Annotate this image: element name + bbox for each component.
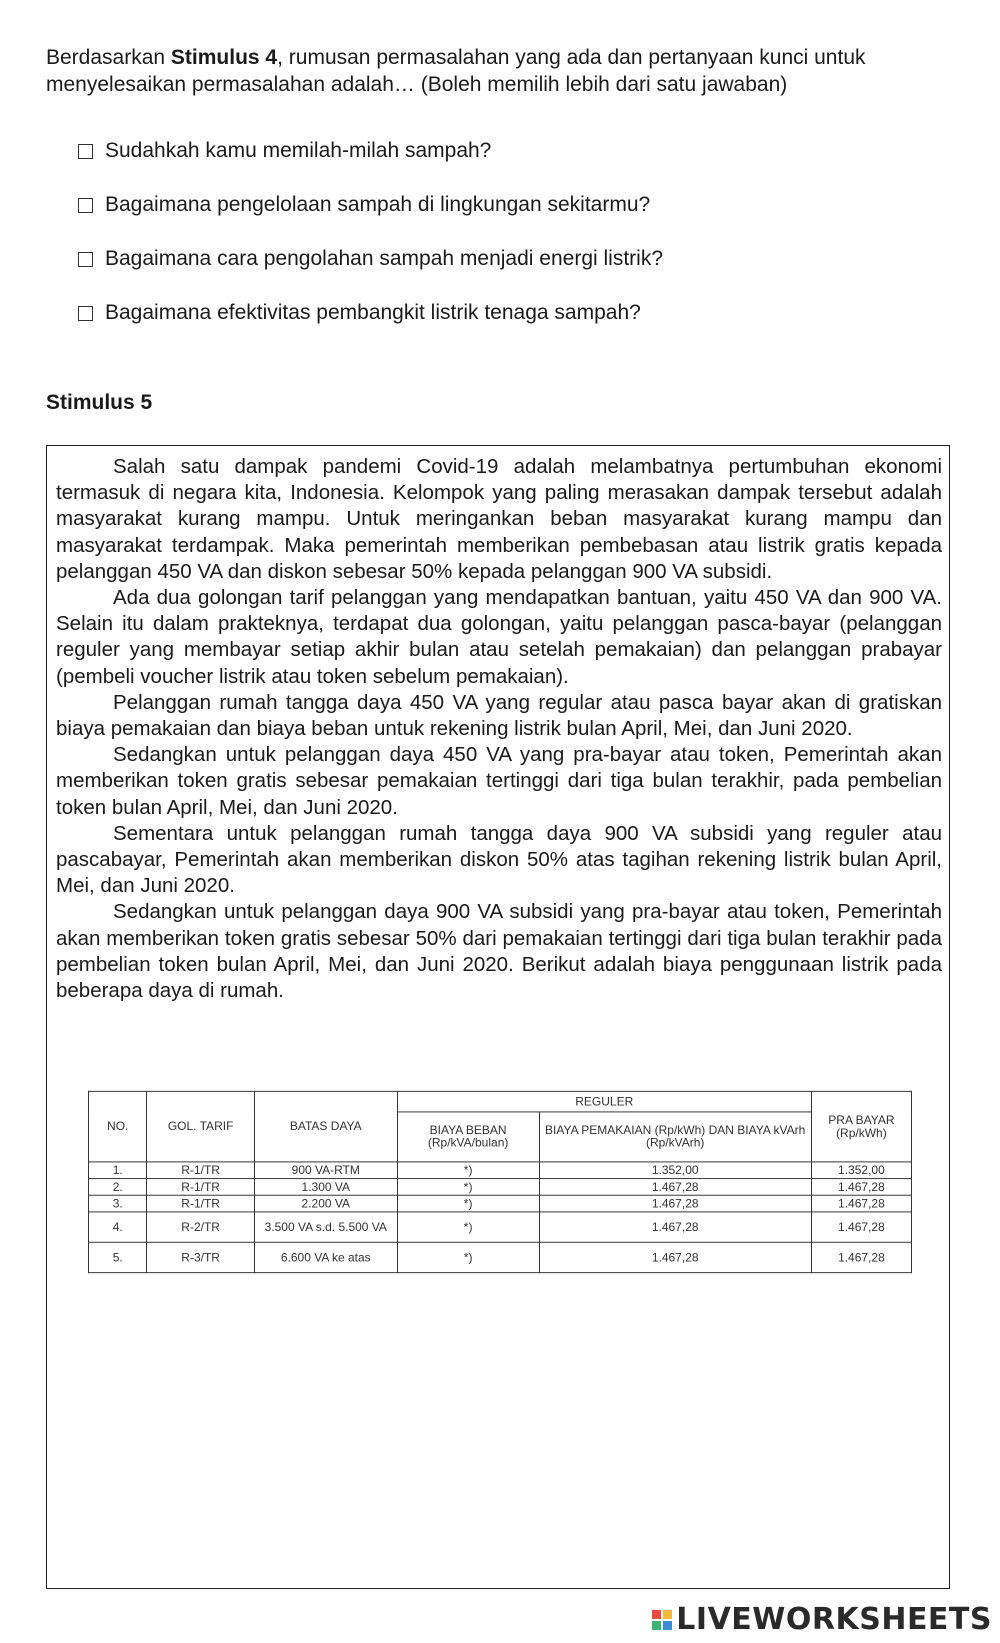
header-prabayar: PRA BAYAR (Rp/kWh) — [811, 1091, 911, 1162]
cell-prabayar: 1.467,28 — [811, 1242, 911, 1272]
header-biaya-pemakaian: BIAYA PEMAKAIAN (Rp/kWh) DAN BIAYA kVArh (Rp/kVArh) — [539, 1112, 811, 1162]
tariff-table — [88, 1091, 912, 1273]
checkbox[interactable] — [78, 198, 93, 213]
checkbox[interactable] — [78, 306, 93, 321]
question-rest: , rumusan permasalahan yang ada dan pertanyaan kunci untuk menyelesaikan permasalahan adalah… (Boleh memilih lebih dari satu jawaban) — [46, 46, 866, 96]
stimulus-paragraph: Pelanggan rumah tangga daya 450 VA yang regular atau pasca bayar akan di gratiskan biaya pemakaian dan biaya beban untuk rekening listrik bulan April, Mei, dan Juni 2020. — [56, 690, 942, 741]
option-label: Bagaimana cara pengolahan sampah menjadi energi listrik? — [105, 247, 664, 270]
logo-square — [663, 1621, 672, 1630]
header-no: NO. — [89, 1091, 147, 1162]
cell-batas: 1.300 VA — [254, 1179, 397, 1196]
logo-square — [663, 1610, 672, 1619]
cell-batas: 6.600 VA ke atas — [254, 1242, 397, 1272]
cell-prabayar: 1.467,28 — [811, 1179, 911, 1196]
logo-square — [652, 1610, 661, 1619]
cell-no: 2. — [89, 1179, 147, 1196]
stimulus-box — [46, 445, 950, 1589]
stimulus-paragraph: Sedangkan untuk pelanggan daya 900 VA subsidi yang pra-bayar atau token, Pemerintah akan memberikan token gratis sebesar 50% dari pemakaian tertinggi dari tiga bulan terakhir pada pembelian token bulan April, Mei, dan Juni 2020. Berikut adalah biaya penggunaan listrik pada beberapa daya di rumah. — [56, 900, 942, 1003]
header-batas-daya: BATAS DAYA — [254, 1091, 397, 1162]
watermark-text: LIVEWORKSHEETS — [676, 1602, 992, 1637]
header-gol-tarif: GOL. TARIF — [147, 1091, 254, 1162]
cell-beban: *) — [397, 1162, 539, 1179]
cell-pemakaian: 1.467,28 — [539, 1179, 811, 1196]
table-row — [89, 1179, 912, 1196]
question-prefix: Berdasarkan — [46, 46, 171, 69]
option-label: Sudahkah kamu memilah-milah sampah? — [105, 139, 492, 162]
option-3[interactable] — [78, 232, 663, 286]
cell-gol: R-1/TR — [147, 1162, 254, 1179]
logo-square — [652, 1621, 661, 1630]
liveworksheets-watermark — [652, 1602, 992, 1637]
stimulus-paragraph: Salah satu dampak pandemi Covid-19 adalah melambatnya pertumbuhan ekonomi termasuk di negara kita, Indonesia. Kelompok yang paling merasakan dampak tersebut adalah masyarakat kurang mampu. Untuk meringankan beban masyarakat kurang mampu dan masyarakat terdampak. Maka pemerintah memberikan pembebasan atau listrik gratis kepada pelanggan 450 VA dan diskon sebesar 50% kepada pelanggan 900 VA subsidi. — [56, 455, 942, 583]
cell-batas: 900 VA-RTM — [254, 1162, 397, 1179]
cell-gol: R-3/TR — [147, 1242, 254, 1272]
table-row — [89, 1162, 912, 1179]
question-bold: Stimulus 4 — [170, 46, 278, 69]
header-reguler: REGULER — [397, 1091, 811, 1112]
question-text — [46, 44, 956, 98]
checkbox[interactable] — [78, 252, 93, 267]
answer-options — [78, 124, 663, 340]
cell-beban: *) — [397, 1179, 539, 1196]
cell-pemakaian: 1.467,28 — [539, 1242, 811, 1272]
checkbox[interactable] — [78, 144, 93, 159]
cell-batas: 2.200 VA — [254, 1195, 397, 1212]
liveworksheets-logo-icon — [652, 1610, 672, 1630]
option-label: Bagaimana pengelolaan sampah di lingkungan sekitarmu? — [105, 193, 651, 216]
cell-pemakaian: 1.467,28 — [539, 1212, 811, 1242]
cell-beban: *) — [397, 1212, 539, 1242]
stimulus-paragraph: Ada dua golongan tarif pelanggan yang mendapatkan bantuan, yaitu 450 VA dan 900 VA. Selain itu dalam prakteknya, terdapat dua golongan, yaitu pelanggan pasca-bayar (pelanggan reguler yang membayar setiap akhir bulan atau setelah pemakaian) dan pelanggan prabayar (pembeli voucher listrik atau token sebelum pemakaian). — [56, 586, 942, 688]
table-row — [89, 1242, 912, 1272]
stimulus-text — [56, 454, 942, 1004]
cell-pemakaian: 1.467,28 — [539, 1195, 811, 1212]
cell-prabayar: 1.467,28 — [811, 1212, 911, 1242]
cell-no: 1. — [89, 1162, 147, 1179]
cell-no: 4. — [89, 1212, 147, 1242]
cell-batas: 3.500 VA s.d. 5.500 VA — [254, 1212, 397, 1242]
option-4[interactable] — [78, 286, 663, 340]
cell-beban: *) — [397, 1195, 539, 1212]
stimulus-paragraph: Sementara untuk pelanggan rumah tangga daya 900 VA subsidi yang reguler atau pascabayar, Pemerintah akan memberikan diskon 50% atas tagihan rekening listrik bulan April, Mei, dan Juni 2020. — [56, 821, 942, 898]
cell-pemakaian: 1.352,00 — [539, 1162, 811, 1179]
header-biaya-beban: BIAYA BEBAN (Rp/kVA/bulan) — [397, 1112, 539, 1162]
stimulus-title: Stimulus 5 — [46, 391, 153, 414]
cell-prabayar: 1.467,28 — [811, 1195, 911, 1212]
cell-gol: R-1/TR — [147, 1195, 254, 1212]
stimulus-paragraph: Sedangkan untuk pelanggan daya 450 VA yang pra-bayar atau token, Pemerintah akan memberikan token gratis sebesar pemakaian tertinggi dari tiga bulan terakhir, pada pembelian token bulan April, Mei, dan Juni 2020. — [56, 743, 942, 819]
cell-no: 3. — [89, 1195, 147, 1212]
cell-no: 5. — [89, 1242, 147, 1272]
table-row — [89, 1195, 912, 1212]
option-2[interactable] — [78, 178, 663, 232]
cell-beban: *) — [397, 1242, 539, 1272]
cell-gol: R-1/TR — [147, 1179, 254, 1196]
cell-prabayar: 1.352,00 — [811, 1162, 911, 1179]
table-row — [89, 1212, 912, 1242]
option-label: Bagaimana efektivitas pembangkit listrik tenaga sampah? — [105, 301, 641, 324]
option-1[interactable] — [78, 124, 663, 178]
cell-gol: R-2/TR — [147, 1212, 254, 1242]
